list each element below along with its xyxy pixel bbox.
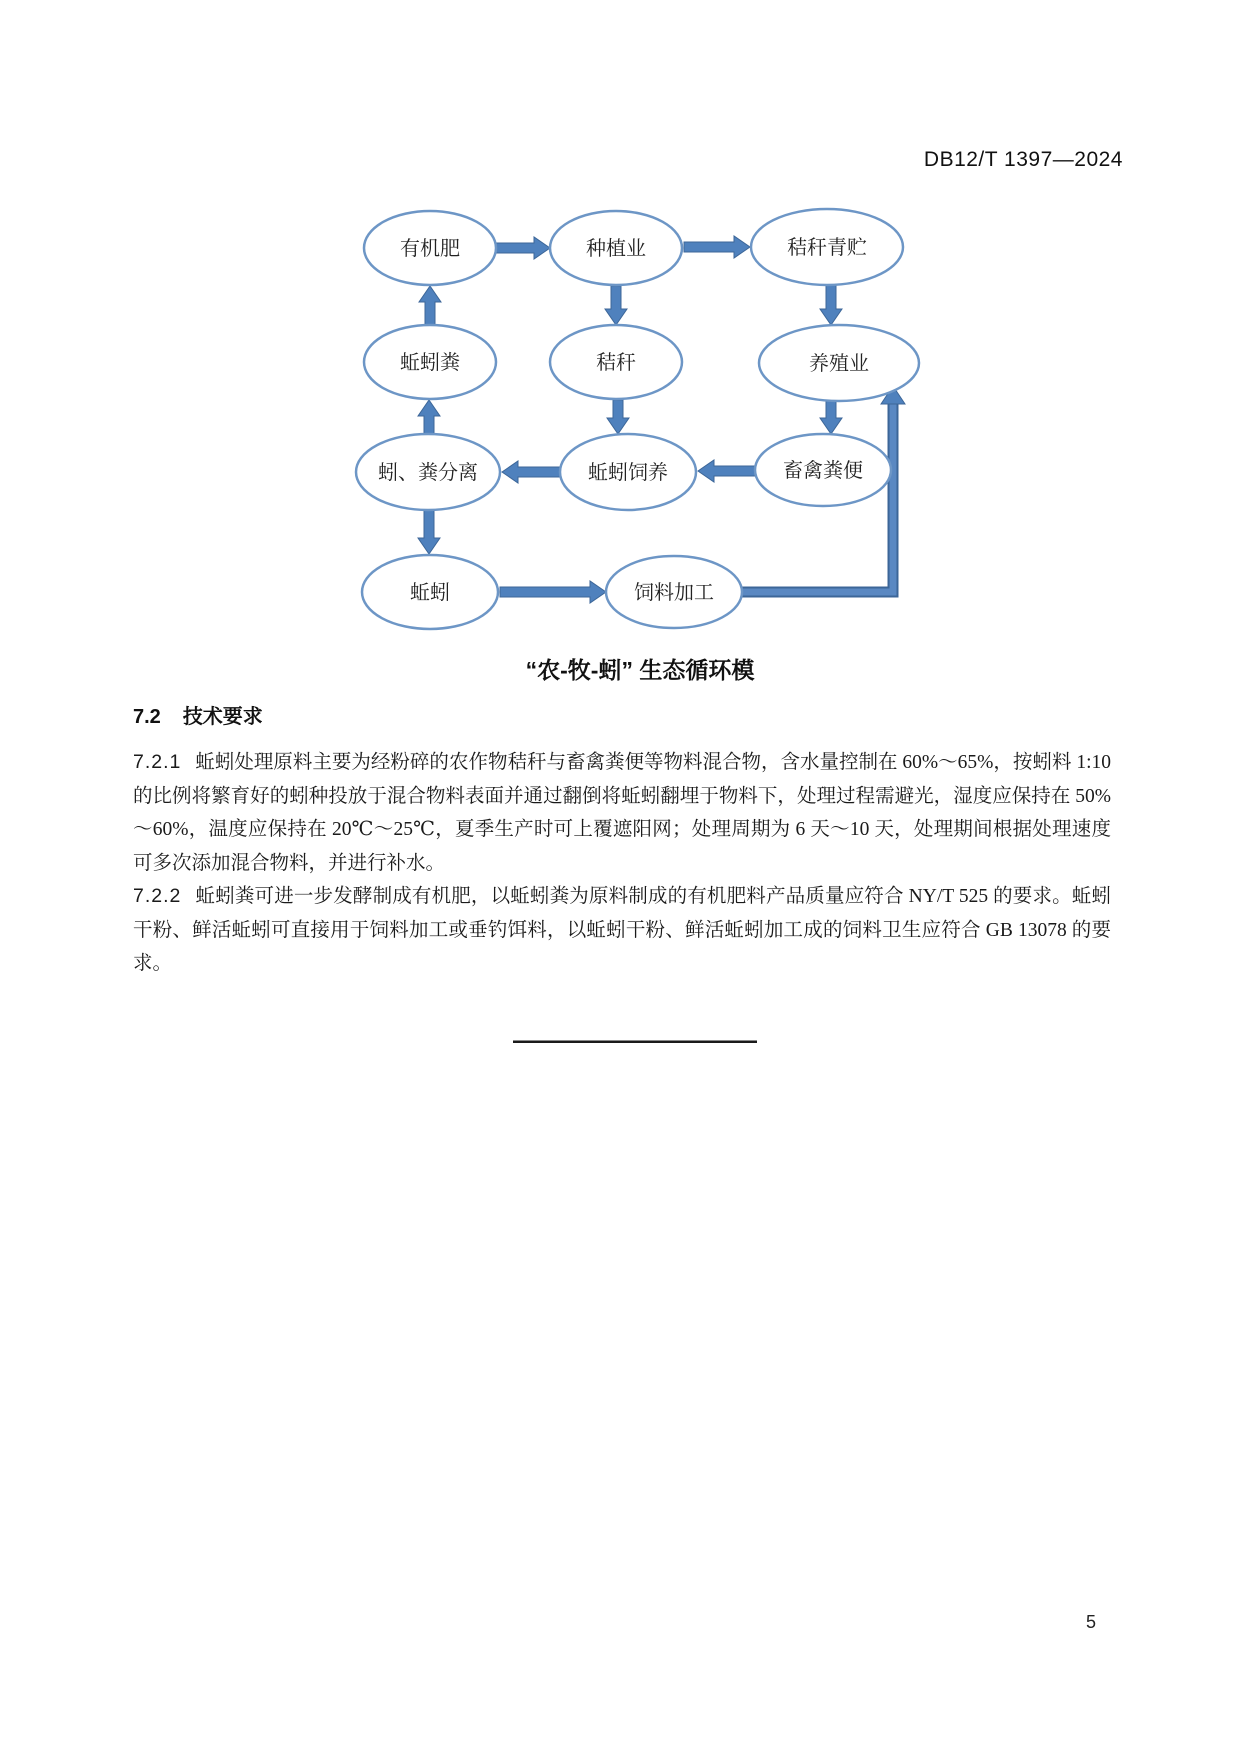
node-label: 蚯蚓 [410, 582, 450, 604]
flowchart-node-earthworm [362, 555, 498, 629]
arrow-earthworm-to-feed-processing [500, 581, 606, 603]
clause-7-2-2 [133, 880, 1111, 981]
node-label: 有机肥 [400, 238, 460, 260]
clause-number: 7.2.2 [133, 885, 182, 907]
flowchart-node-planting-industry [550, 211, 682, 285]
arrow-planting-to-straw [605, 286, 627, 325]
figure-caption: “农-牧-蚓” 生态循环模 [525, 657, 755, 683]
node-label: 饲料加工 [634, 582, 714, 604]
arrow-planting-to-straw-silage [684, 236, 750, 258]
figure-ecological-cycle [300, 175, 950, 645]
clause-text: 蚯蚓处理原料主要为经粉碎的农作物秸秆与畜禽粪便等物料混合物，含水量控制在 60%～65%，按蚓料 1:10 的比例将繁育好的蚓种投放于混合物料表面并通过翻倒将蚯蚓翻埋于物料下，处理过程需避光，湿度应保持在 50%～60%，温度应保持在 20℃～25℃，夏季生产时可上覆遮阳网；处理周期为 6 天～10 天，处理期间根据处理速度可多次添加混合物料，并进行补水。 [133, 752, 1111, 874]
flowchart-node-worm-manure-separation [356, 434, 500, 510]
node-label: 蚯蚓饲养 [588, 462, 668, 484]
page-number: 5 [1086, 1612, 1097, 1632]
arrow-separation-to-earthworm [418, 510, 440, 554]
flowchart-node-straw-silage [751, 209, 903, 285]
arrow-straw-silage-to-breeding [820, 285, 842, 325]
document-end-rule [513, 1040, 757, 1043]
flowchart-node-feed-processing [606, 556, 742, 628]
clause-number: 7.2.1 [133, 751, 182, 773]
node-label: 蚯蚓粪 [400, 352, 460, 374]
node-label: 畜禽粪便 [783, 460, 863, 482]
arrow-straw-to-worm-raising [607, 400, 629, 434]
flowchart-node-worm-castings [364, 325, 496, 399]
node-label: 养殖业 [809, 353, 869, 375]
arrow-separation-to-worm-castings [418, 400, 440, 434]
standard-number-header: DB12/T 1397—2024 [923, 148, 1123, 171]
node-label: 秸秆 [596, 352, 636, 374]
flowchart-node-livestock-manure [755, 434, 891, 506]
section-heading-number: 7.2 [133, 706, 161, 728]
flowchart-node-breeding-industry [759, 325, 919, 401]
arrow-worm-castings-to-organic-fertilizer [419, 286, 441, 325]
node-label: 蚓、粪分离 [378, 462, 478, 484]
section-heading [133, 700, 263, 729]
flowchart-canvas [300, 175, 950, 645]
clause-7-2-1 [133, 746, 1111, 880]
flowchart-node-worm-raising [560, 434, 696, 510]
section-heading-title: 技术要求 [182, 706, 263, 728]
arrow-organic-fertilizer-to-planting [496, 237, 550, 259]
arrow-breeding-to-livestock-manure [820, 401, 842, 434]
node-label: 种植业 [586, 238, 646, 260]
clause-text: 蚯蚓粪可进一步发酵制成有机肥，以蚯蚓粪为原料制成的有机肥料产品质量应符合 NY/T 525 的要求。蚯蚓干粉、鲜活蚯蚓可直接用于饲料加工或垂钓饵料，以蚯蚓干粉、鲜活蚯蚓加工成的饲料卫生应符合 GB 13078 的要求。 [133, 886, 1111, 974]
flowchart-node-straw [550, 325, 682, 399]
arrow-livestock-manure-to-worm-raising [698, 460, 755, 482]
flowchart-node-organic-fertilizer [364, 211, 496, 285]
section-body [133, 746, 1111, 981]
arrow-worm-raising-to-separation [502, 461, 560, 483]
node-label: 秸秆青贮 [787, 237, 867, 259]
